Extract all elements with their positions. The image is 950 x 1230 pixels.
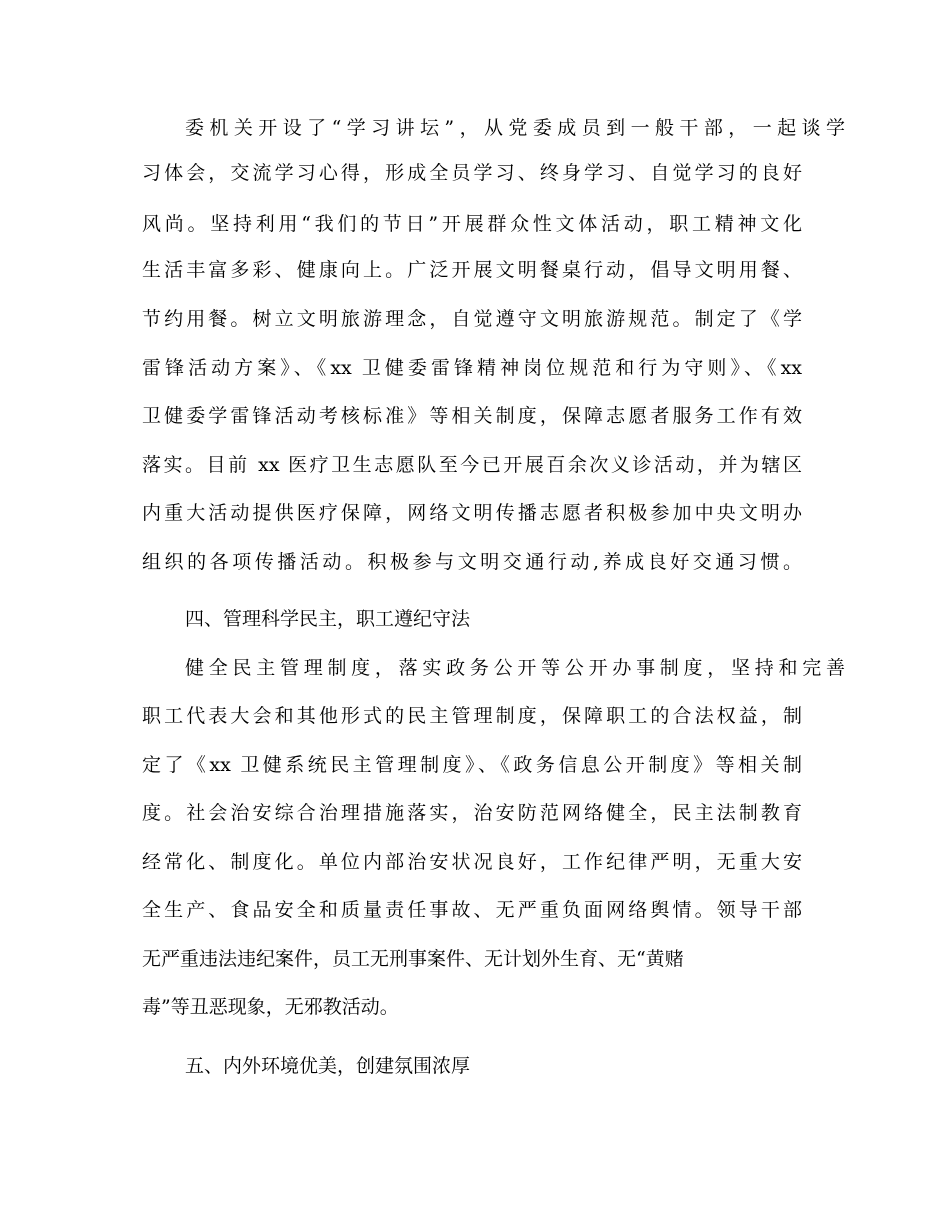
paragraph-line: 健全民主管理制度，落实政务公开等公开办事制度，坚持和完善 xyxy=(185,657,845,679)
paragraph-line: 风尚。坚持利用“我们的节日”开展群众性文体活动，职工精神文化 xyxy=(142,213,802,235)
paragraph-line: 全生产、食品安全和质量责任事故、无严重负面网络舆情。领导干部 xyxy=(142,899,802,921)
paragraph-line: 委机关开设了“学习讲坛”，从党委成员到一般干部，一起谈学 xyxy=(185,117,845,139)
section-heading: 四、管理科学民主，职工遵纪守法 xyxy=(185,608,471,630)
paragraph-line: 定了《xx 卫健系统民主管理制度》、《政务信息公开制度》等相关制 xyxy=(142,754,802,776)
paragraph-line: 节约用餐。树立文明旅游理念，自觉遵守文明旅游规范。制定了《学 xyxy=(142,308,802,330)
section-heading: 五、内外环境优美，创建氛围浓厚 xyxy=(185,1055,471,1077)
paragraph-line: 卫健委学雷锋活动考核标准》等相关制度，保障志愿者服务工作有效 xyxy=(142,405,802,427)
paragraph-line: 生活丰富多彩、健康向上。广泛开展文明餐桌行动，倡导文明用餐、 xyxy=(142,259,802,281)
paragraph-line: 毒”等丑恶现象，无邪教活动。 xyxy=(142,996,399,1018)
paragraph-line: 雷锋活动方案》、《xx 卫健委雷锋精神岗位规范和行为守则》、《xx xyxy=(142,357,802,379)
paragraph-line: 度。社会治安综合治理措施落实，治安防范网络健全，民主法制教育 xyxy=(142,802,802,824)
paragraph-line: 内重大活动提供医疗保障，网络文明传播志愿者积极参加中央文明办 xyxy=(142,502,802,524)
paragraph-line: 落实。目前 xx 医疗卫生志愿队至今已开展百余次义诊活动，并为辖区 xyxy=(142,454,802,476)
paragraph-line: 习体会，交流学习心得，形成全员学习、终身学习、自觉学习的良好 xyxy=(142,162,802,184)
paragraph-line: 职工代表大会和其他形式的民主管理制度，保障职工的合法权益，制 xyxy=(142,705,802,727)
paragraph-line: 无严重违法违纪案件，员工无刑事案件、无计划外生育、无“黄赌 xyxy=(142,948,684,970)
paragraph-line: 组织的各项传播活动。积极参与文明交通行动,养成良好交通习惯。 xyxy=(142,551,802,573)
paragraph-line: 经常化、制度化。单位内部治安状况良好，工作纪律严明，无重大安 xyxy=(142,851,802,873)
